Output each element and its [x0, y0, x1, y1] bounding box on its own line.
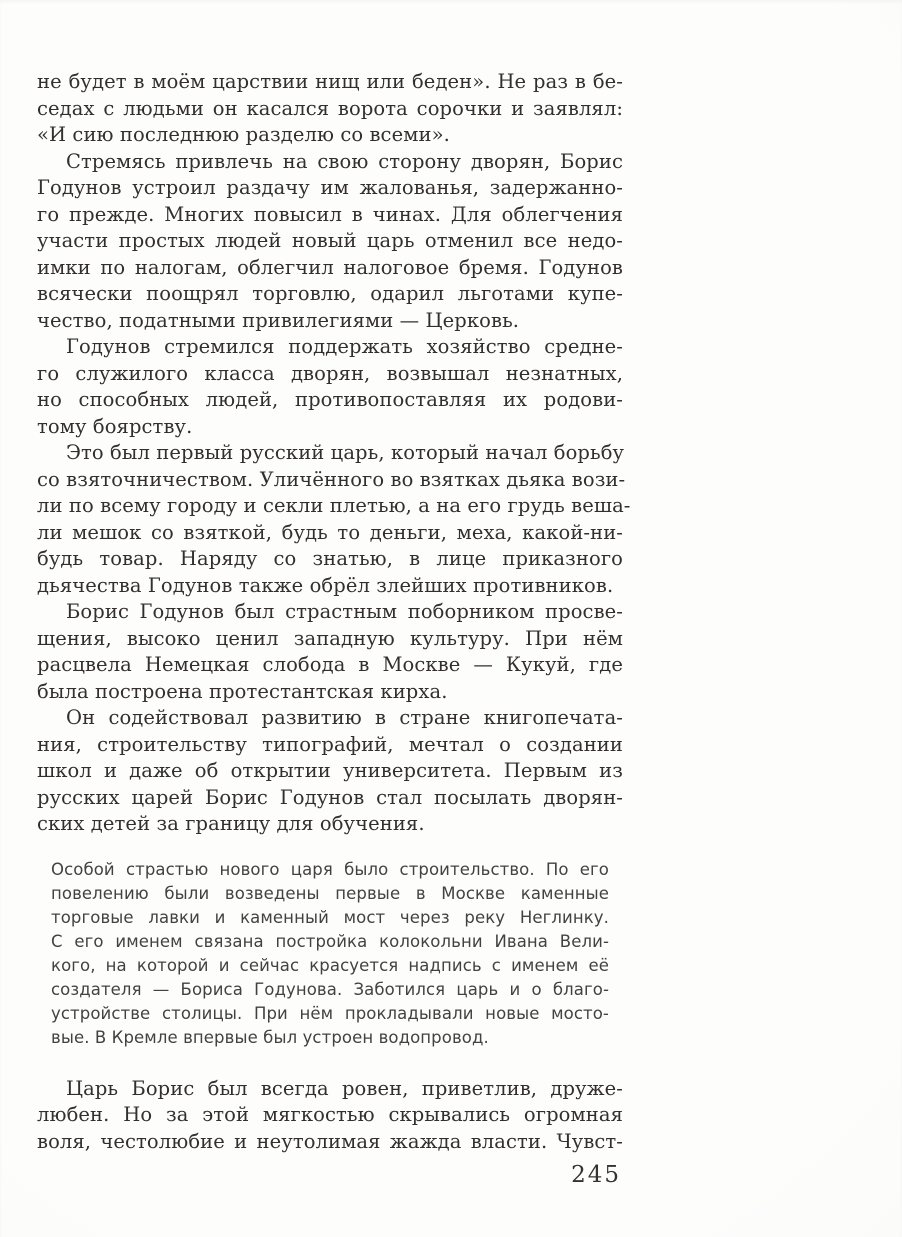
text-line: Особой страстью нового царя было строительство. По его [51, 859, 609, 879]
text-line: Он содействовал развитию в стране книгопечата- [66, 706, 623, 729]
text-line: ли по всему городу и секли плетью, а на его грудь веша- [37, 494, 631, 517]
text-line: повелению были возведены первые в Москве каменные [51, 883, 609, 903]
text-line: не будет в моём царствии нищ или беден». Не раз в бе- [37, 70, 623, 93]
text-line: любен. Но за этой мягкостью скрывались огромная [37, 1103, 623, 1126]
text-line: устройстве столицы. При нём прокладывали новые мосто- [51, 1003, 609, 1023]
text-line: русских царей Борис Годунов стал посылать дворян- [37, 785, 623, 809]
page-number: 245 [571, 1162, 621, 1188]
text-column [37, 69, 631, 1189]
text-line: кого, на которой и сейчас красуется надпись с именем её [51, 955, 609, 975]
text-line: ния, строительству типографий, мечтал о создании [37, 732, 623, 756]
text-line: была построена протестантская кирха. [37, 679, 448, 703]
text-line: будь товар. Наряду со знатью, в лице приказного [37, 547, 623, 570]
text-line: Это был первый русский царь, который начал борьбу [66, 441, 625, 464]
text-line: Стремясь привлечь на свою сторону дворян, Борис [66, 149, 623, 173]
text-line: со взяточничеством. Уличённого во взятках дьяка вози- [37, 467, 626, 491]
text-line: торговые лавки и каменный мост через реку Неглинку. [51, 907, 609, 927]
text-line: С его именем связана постройка колокольни Ивана Вели- [51, 931, 609, 951]
paragraph [37, 149, 623, 335]
text-line: дьячества Годунов также обрёл злейших противников. [37, 573, 614, 597]
text-line: вые. В Кремле впервые был устроен водопровод. [51, 1027, 489, 1047]
text-line: седах с людьми он касался ворота сорочки и заявлял: [37, 96, 623, 120]
text-line: го прежде. Многих повысил в чинах. Для облегчения [37, 202, 623, 226]
text-line: Царь Борис был всегда ровен, приветлив, друже- [66, 1076, 623, 1100]
text-line: ли мешок со взяткой, будь то деньги, меха, какой-ни- [37, 520, 623, 544]
text-line: расцвела Немецкая слобода в Москве — Кукуй, где [37, 653, 623, 676]
text-line: го служилого класса дворян, возвышал незнатных, [37, 361, 623, 385]
text-line: ских детей за границу для обучения. [37, 812, 425, 835]
paragraph [37, 69, 623, 149]
paragraph [37, 1076, 623, 1156]
paragraph [37, 599, 623, 705]
paragraph [37, 440, 631, 599]
text-line: всячески поощрял торговлю, одарил льготами купе- [37, 282, 623, 305]
text-line: Годунов стремился поддержать хозяйство средне- [66, 335, 623, 358]
inset-paragraph [51, 858, 609, 1050]
text-line: школ и даже об открытии университета. Первым из [37, 759, 623, 782]
text-line: Годунов устроил раздачу им жалованья, задержанно- [37, 176, 623, 199]
text-line: создателя — Бориса Годунова. Заботился царь и о благо- [51, 979, 609, 999]
text-line: тому боярству. [37, 414, 193, 438]
text-line: чество, податными привилегиями — Церковь. [37, 308, 520, 332]
paragraph [37, 334, 623, 440]
text-line: воля, честолюбие и неутолимая жажда власти. Чувст- [37, 1129, 623, 1153]
text-line: Борис Годунов был страстным поборником просве- [66, 600, 623, 623]
text-line: но способных людей, противопоставляя их родови- [37, 388, 623, 411]
text-line: участи простых людей новый царь отменил все недо- [37, 229, 623, 252]
text-line: имки по налогам, облегчил налоговое бремя. Годунов [37, 255, 623, 279]
text-line: «И сию последнюю разделю со всеми». [37, 123, 450, 146]
text-line: щения, высоко ценил западную культуру. При нём [37, 626, 623, 650]
paragraph [37, 705, 623, 838]
